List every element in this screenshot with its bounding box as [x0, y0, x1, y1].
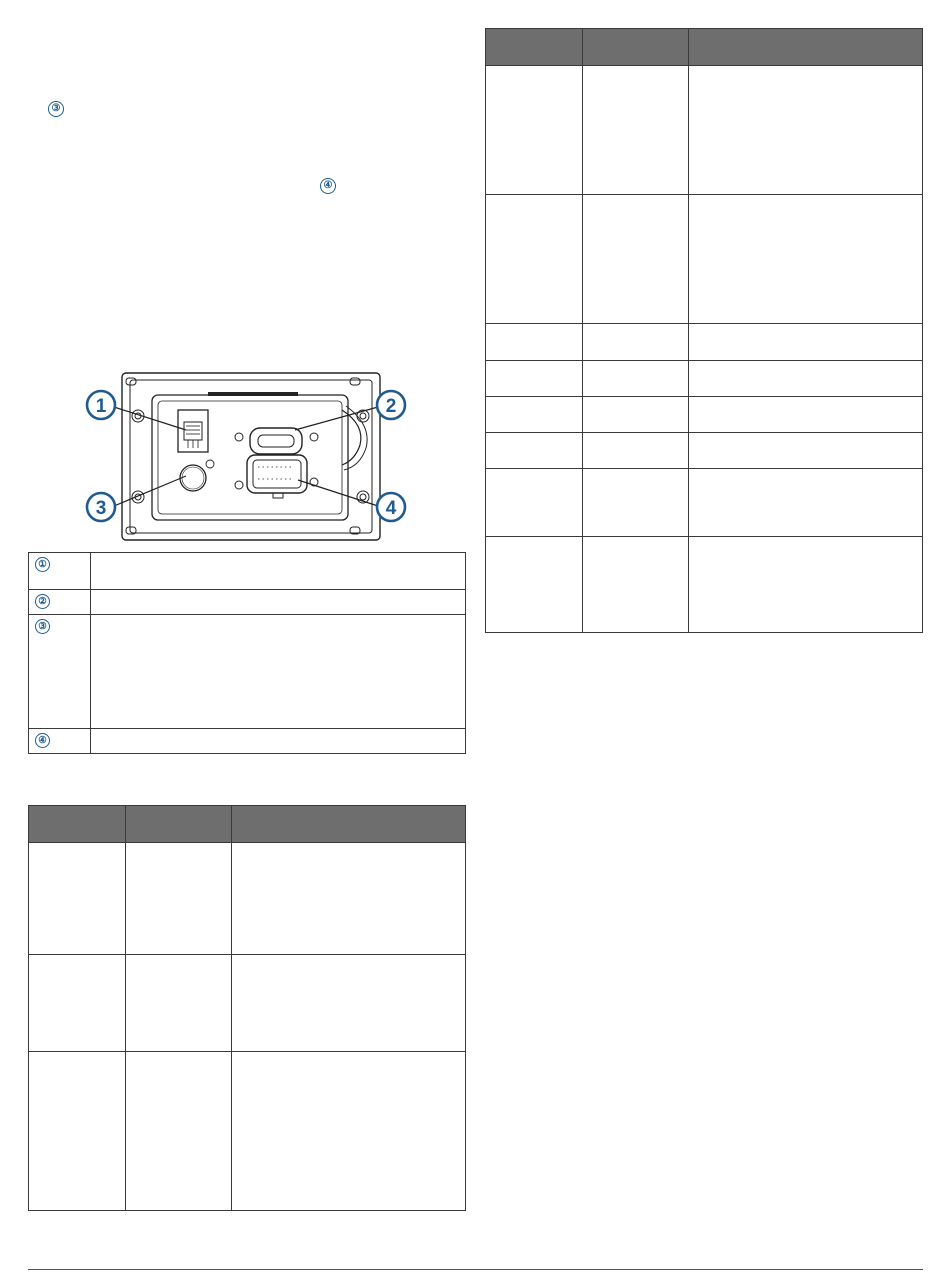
legend-row	[29, 553, 466, 590]
legend-text	[90, 615, 465, 729]
table-row	[486, 469, 923, 537]
connector-diagram	[80, 370, 420, 545]
leader-lines	[114, 407, 378, 506]
ethernet-port	[178, 410, 208, 452]
figure-callout-1	[87, 391, 115, 419]
inline-callout-3: ③	[48, 101, 64, 117]
left-data-table	[28, 805, 466, 1211]
figure-callout-4	[377, 493, 405, 521]
table-row	[29, 955, 466, 1052]
table-row	[29, 843, 466, 955]
header-cell	[486, 29, 583, 66]
figure-callout-3	[87, 493, 115, 521]
multipin-connector	[235, 455, 318, 498]
right-data-table	[485, 28, 923, 633]
legend-table	[28, 552, 466, 754]
header-cell	[582, 29, 688, 66]
header-cell	[688, 29, 922, 66]
legend-row	[29, 590, 466, 615]
legend-text	[90, 729, 465, 754]
table-header-row	[29, 806, 466, 843]
table-row	[486, 195, 923, 324]
svg-text:1: 1	[95, 396, 107, 417]
legend-number: ①	[35, 557, 50, 572]
figure-callout-2	[377, 391, 405, 419]
legend-text	[90, 553, 465, 590]
svg-text:4: 4	[385, 498, 397, 519]
header-cell	[29, 806, 126, 843]
table-row	[486, 324, 923, 361]
svg-text:2: 2	[385, 396, 397, 417]
table-row	[486, 361, 923, 397]
legend-number: ②	[35, 594, 50, 609]
table-header-row	[486, 29, 923, 66]
table-row	[486, 537, 923, 633]
legend-text	[90, 590, 465, 615]
legend-row	[29, 615, 466, 729]
svg-text:3: 3	[95, 498, 107, 519]
legend-row	[29, 729, 466, 754]
header-cell	[125, 806, 231, 843]
header-cell	[231, 806, 465, 843]
footer-rule	[28, 1269, 923, 1270]
table-row	[29, 1052, 466, 1211]
table-row	[486, 433, 923, 469]
table-row	[486, 397, 923, 433]
inline-callout-4: ④	[320, 178, 336, 194]
small-connector	[235, 428, 318, 454]
legend-number: ④	[35, 733, 50, 748]
legend-number: ③	[35, 619, 50, 634]
table-row	[486, 66, 923, 195]
round-port	[180, 460, 214, 491]
